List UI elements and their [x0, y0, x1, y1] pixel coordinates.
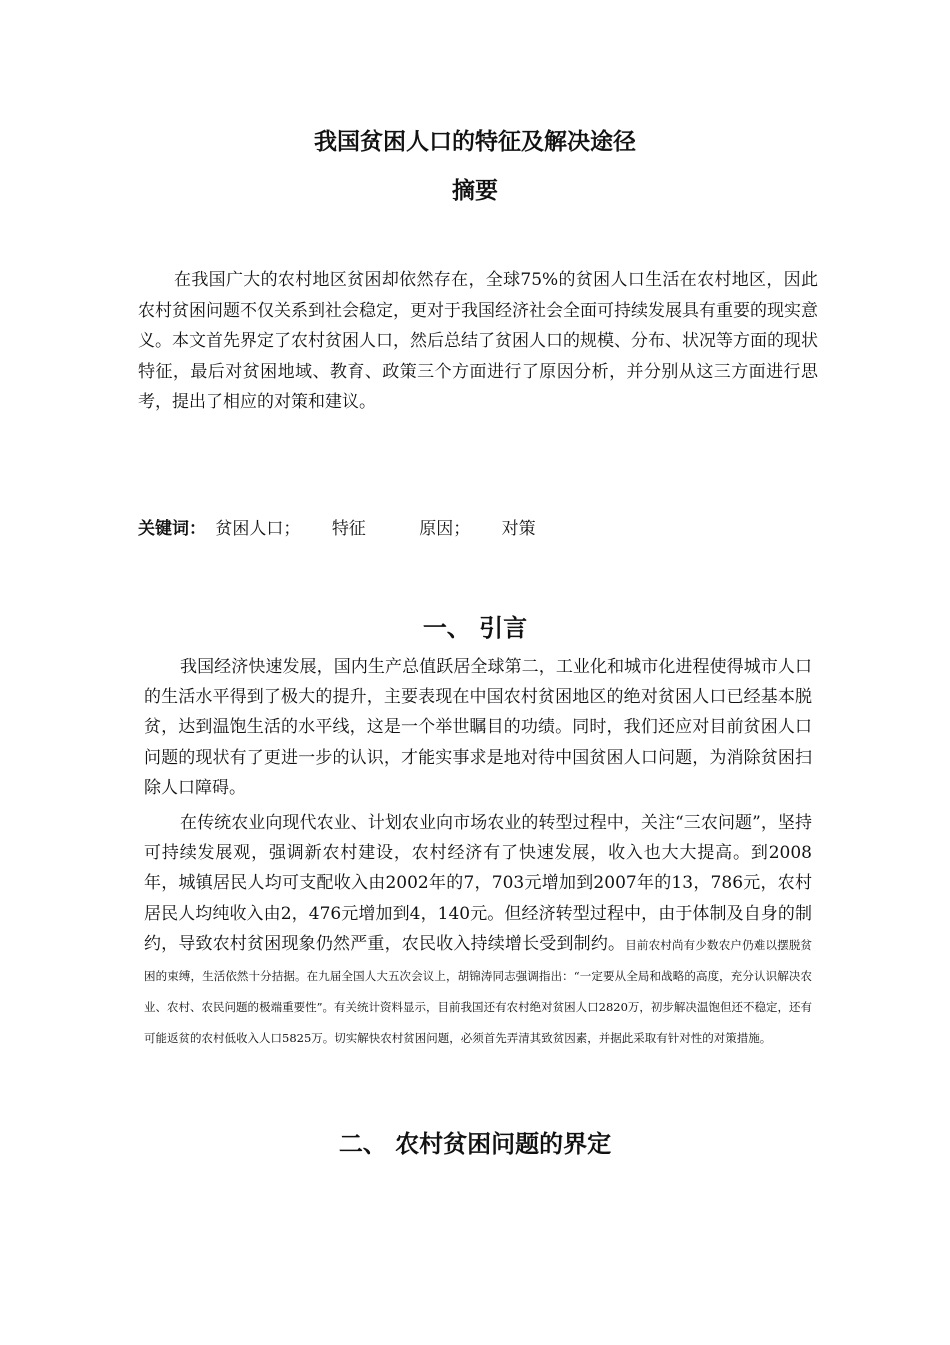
keyword-item: 对策: [501, 519, 536, 539]
intro-paragraph-1: 我国经济快速发展，国内生产总值跃居全球第二，工业化和城市化进程使得城市人口的生活水平得到了极大的提升，主要表现在中国农村贫困地区的绝对贫困人口已经基本脱贫，达到温饱生活的水平线，这是一个举世瞩目的功绩。同时，我们还应对目前贫困人口问题的现状有了更进一步的认识，才能实事求是地对待中国贫困人口问题，为消除贫困扫除人口障碍。: [144, 657, 812, 798]
keywords-label: 关键词：: [138, 519, 206, 539]
section-heading-definition: 二、 农村贫困问题的界定: [338, 1130, 612, 1158]
section-heading-introduction: 一、 引言: [422, 614, 528, 642]
intro-paragraph-2-main: 在传统农业向现代农业、计划农业向市场农业的转型过程中，关注“三农问题”，坚持可持续发展观，强调新农村建设，农村经济有了快速发展，收入也大大提高。到2008年，城镇居民人均可支配收入由2002年的7，703元增加到2007年的13，786元，农村居民人均纯收入由2，476元增加到4，140元。但经济转型过程中，由于体制及自身的制约，导致农村贫困现象仍然严重，农民收入持续增长受到制约。: [144, 813, 812, 954]
abstract-heading: 摘要: [452, 178, 498, 204]
keyword-item: 贫困人口；: [215, 519, 301, 539]
keywords-line: [138, 514, 536, 544]
keyword-item: 特征: [331, 519, 366, 539]
abstract-text: 在我国广大的农村地区贫困却依然存在，全球75%的贫困人口生活在农村地区，因此农村贫困问题不仅关系到社会稳定，更对于我国经济社会全面可持续发展具有重要的现实意义。本文首先界定了农村贫困人口，然后总结了贫困人口的规模、分布、状况等方面的现状特征，最后对贫困地域、教育、政策三个方面进行了原因分析，并分别从这三方面进行思考，提出了相应的对策和建议。: [138, 270, 818, 412]
intro-paragraph-2-small: 目前农村尚有少数农户仍难以摆脱贫困的束缚，生活依然十分拮据。在九届全国人大五次会议上，胡锦涛同志强调指出：“一定要从全局和战略的高度，充分认识解决农业、农村、农民问题的极端重要性”。有关统计资料显示，目前我国还有农村绝对贫困人口2820万，初步解决温饱但还不稳定，还有可能返贫的农村低收入人口5825万。切实解快农村贫困问题，必须首先弄清其致贫因素，并据此采取有针对性的对策措施。: [144, 937, 813, 1046]
intro-paragraph-2: [144, 808, 812, 1054]
document-title: 我国贫困人口的特征及解决途径: [314, 129, 636, 155]
keyword-item: 原因；: [419, 519, 471, 539]
